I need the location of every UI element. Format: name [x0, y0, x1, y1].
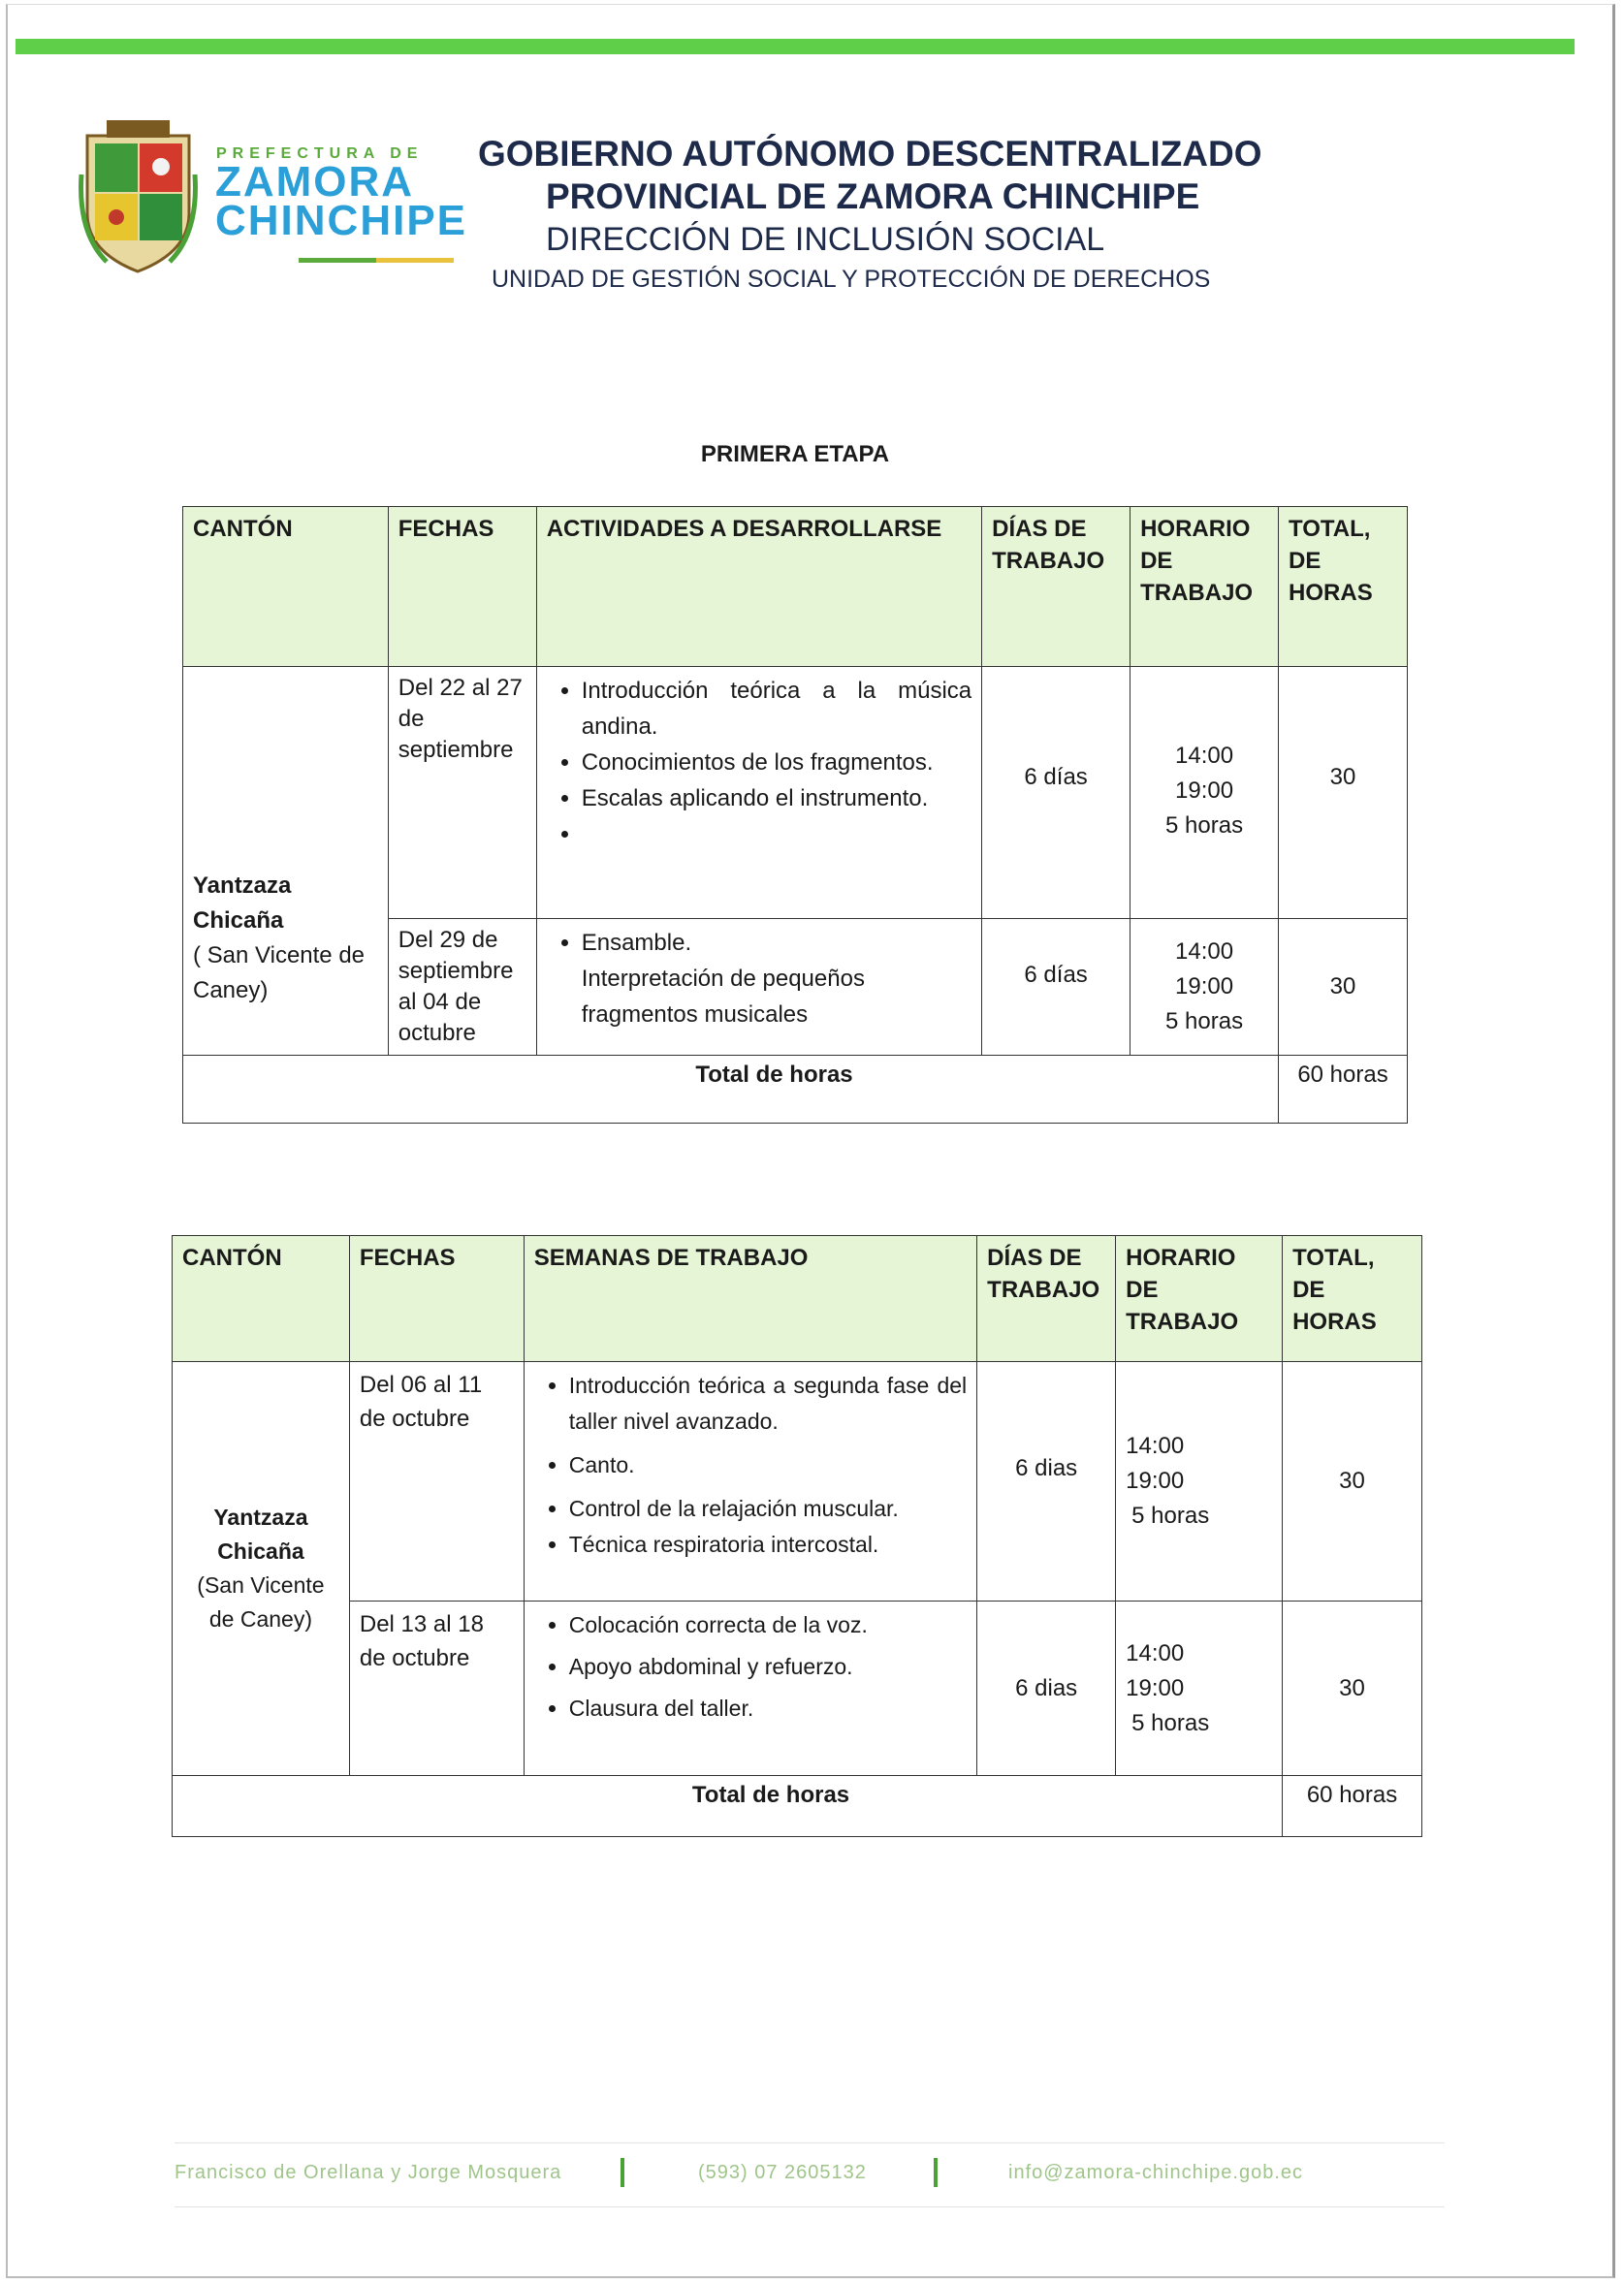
list-item	[582, 816, 971, 852]
header-line-3: DIRECCIÓN DE INCLUSIÓN SOCIAL	[546, 221, 1105, 258]
activities-cell	[524, 1602, 976, 1776]
total-row	[183, 1056, 1408, 1124]
canton-cell	[173, 1362, 350, 1776]
horario-cell	[1116, 1602, 1283, 1776]
total-cell: 30	[1283, 1602, 1422, 1776]
header-actividades: ACTIVIDADES A DESARROLLARSE	[536, 507, 981, 667]
horario-start: 14:00	[1175, 938, 1234, 965]
provincial-shield-logo	[78, 116, 199, 276]
logo-underline	[299, 258, 454, 263]
total-label: Total de horas	[173, 1776, 1283, 1837]
horario-end: 19:00	[1175, 973, 1234, 999]
schedule-table-2	[172, 1235, 1422, 1837]
horario-cell	[1116, 1362, 1283, 1602]
total-cell: 30	[1283, 1362, 1422, 1602]
table-header-row	[173, 1236, 1422, 1362]
horario-cell	[1130, 667, 1279, 919]
horario-end: 19:00	[1126, 1468, 1185, 1494]
header-canton: CANTÓN	[183, 507, 389, 667]
activities-cell	[536, 667, 981, 919]
footer-bottom-rule	[175, 2206, 1445, 2207]
header-dias: DÍAS DE TRABAJO	[977, 1236, 1116, 1362]
horario-hours: 5 horas	[1165, 1008, 1244, 1034]
horario-cell	[1130, 919, 1279, 1056]
horario-start: 14:00	[1126, 1433, 1185, 1459]
activities-cell	[536, 919, 981, 1056]
dias-cell: 6 días	[982, 667, 1130, 919]
list-item: • Ensamble.	[582, 925, 971, 961]
horario-end: 19:00	[1126, 1674, 1185, 1701]
fechas-cell: Del 22 al 27 de septiembre	[388, 667, 536, 919]
list-item: • Escalas aplicando el instrumento.	[582, 780, 971, 816]
list-item: • Canto.	[569, 1447, 967, 1483]
horario-start: 14:00	[1175, 743, 1234, 769]
horario-hours: 5 horas	[1131, 1709, 1210, 1736]
header-horario: HORARIO DE TRABAJO	[1130, 507, 1279, 667]
list-item: • Conocimientos de los fragmentos.	[582, 745, 971, 780]
fechas-cell: Del 06 al 11 de octubre	[349, 1362, 524, 1602]
footer-address: Francisco de Orellana y Jorge Mosquera	[175, 2162, 562, 2183]
horario-hours: 5 horas	[1131, 1503, 1210, 1529]
header-line-2: PROVINCIAL DE ZAMORA CHINCHIPE	[546, 176, 1200, 216]
table-row	[173, 1602, 1422, 1776]
section-title: PRIMERA ETAPA	[700, 441, 890, 467]
schedule-table-1	[182, 506, 1408, 1124]
green-top-bar	[16, 39, 1575, 54]
list-item: • Apoyo abdominal y refuerzo.	[569, 1649, 967, 1685]
total-label: Total de horas	[183, 1056, 1279, 1124]
fechas-cell: Del 13 al 18 de octubre	[349, 1602, 524, 1776]
canton-name: Yantzaza Chicaña	[213, 1505, 308, 1564]
header-fechas: FECHAS	[349, 1236, 524, 1362]
footer-separator	[934, 2158, 938, 2187]
canton-cell	[183, 667, 389, 1056]
header-line-4: UNIDAD DE GESTIÓN SOCIAL Y PROTECCIÓN DE DERECHOS	[492, 266, 1211, 293]
dias-cell: 6 dias	[977, 1602, 1116, 1776]
horario-start: 14:00	[1126, 1639, 1185, 1666]
header-canton: CANTÓN	[173, 1236, 350, 1362]
activity-extra-line: Interpretación de pequeños fragmentos musicales	[581, 966, 865, 1028]
logo-prefectura-text: PREFECTURA DE	[216, 145, 424, 162]
list-item: • Clausura del taller.	[569, 1691, 967, 1727]
list-item: • Colocación correcta de la voz.	[569, 1607, 967, 1643]
footer-email[interactable]: info@zamora-chinchipe.gob.ec	[1008, 2162, 1304, 2183]
total-value: 60 horas	[1283, 1776, 1422, 1837]
canton-detail: (San Vicente de Caney)	[197, 1572, 325, 1632]
total-cell: 30	[1279, 919, 1408, 1056]
activities-cell	[524, 1362, 976, 1602]
dias-cell: 6 dias	[977, 1362, 1116, 1602]
fechas-cell: Del 29 de septiembre al 04 de octubre	[388, 919, 536, 1056]
footer-phone: (593) 07 2605132	[698, 2162, 867, 2183]
footer-separator	[621, 2158, 624, 2187]
page-border	[6, 4, 1615, 2278]
table-row	[173, 1362, 1422, 1602]
header-total: TOTAL, DE HORAS	[1279, 507, 1408, 667]
table-row	[183, 667, 1408, 919]
list-item: • Técnica respiratoria intercostal.	[569, 1527, 967, 1563]
table-header-row	[183, 507, 1408, 667]
canton-detail: ( San Vicente de Caney)	[193, 942, 366, 1003]
list-item: • Introducción teórica a segunda fase del taller nivel avanzado.	[569, 1368, 967, 1440]
header-semanas: SEMANAS DE TRABAJO	[524, 1236, 976, 1362]
horario-hours: 5 horas	[1165, 812, 1244, 839]
header-horario: HORARIO DE TRABAJO	[1116, 1236, 1283, 1362]
dias-cell: 6 días	[982, 919, 1130, 1056]
total-row	[173, 1776, 1422, 1837]
total-cell: 30	[1279, 667, 1408, 919]
logo-zamora-text: ZAMORA	[215, 158, 415, 206]
list-item: • Control de la relajación muscular.	[569, 1491, 967, 1527]
canton-name: Yantzaza Chicaña	[193, 872, 292, 934]
total-value: 60 horas	[1279, 1056, 1408, 1124]
header-total: TOTAL, DE HORAS	[1283, 1236, 1422, 1362]
horario-end: 19:00	[1175, 777, 1234, 804]
header-fechas: FECHAS	[388, 507, 536, 667]
header-dias: DÍAS DE TRABAJO	[982, 507, 1130, 667]
logo-chinchipe-text: CHINCHIPE	[215, 197, 468, 244]
footer-top-rule	[175, 2142, 1445, 2143]
header-line-1: GOBIERNO AUTÓNOMO DESCENTRALIZADO	[478, 134, 1262, 174]
list-item: • Introducción teórica a la música andina.	[582, 673, 971, 745]
